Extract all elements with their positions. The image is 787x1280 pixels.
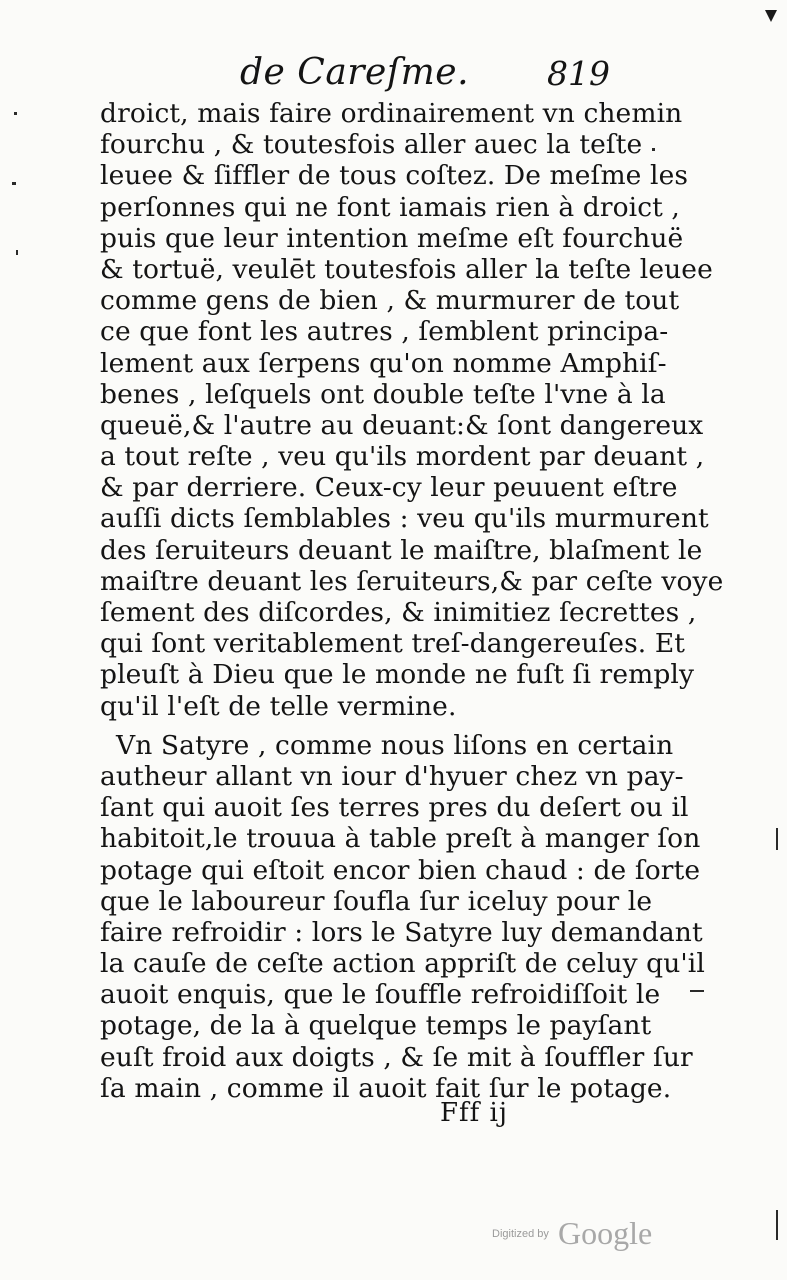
- text-line: ſement des diſcordes, & inimitiez ſecrettes ,: [100, 597, 697, 628]
- text-line: qui ſont veritablement treſ-dangereuſes. Et: [100, 628, 686, 660]
- text-line: autheur allant vn iour d'hyuer chez vn pay-: [100, 760, 684, 792]
- scan-speck: [652, 148, 655, 151]
- text-line: comme gens de bien , & murmurer de tout: [100, 285, 680, 317]
- text-line: perſonnes qui ne font iamais rien à droict ,: [100, 191, 680, 223]
- text-line: qu'il l'eſt de telle vermine.: [100, 690, 457, 722]
- scan-speck: [776, 828, 778, 850]
- scan-speck: [776, 1210, 778, 1240]
- page-number: 819: [547, 54, 610, 93]
- text-line: que le laboureur ſoufla ſur iceluy pour le: [100, 885, 653, 917]
- text-line: euſt froid aux doigts , & ſe mit à ſouffler ſur: [100, 1041, 693, 1073]
- text-line: faire refroidir : lors le Satyre luy demandant: [100, 916, 703, 948]
- text-line: lement aux ſerpens qu'on nomme Amphiſ-: [100, 347, 667, 379]
- text-line: pleuſt à Dieu que le monde ne fuſt ſi remply: [100, 659, 695, 691]
- scan-speck: [16, 250, 18, 255]
- text-line: a tout reſte , veu qu'ils mordent par deuant ,: [100, 441, 705, 473]
- text-line: potage, de la à quelque temps le payſant: [100, 1010, 652, 1042]
- text-line: la cauſe de ceſte action appriſt de celuy qu'il: [100, 948, 705, 980]
- text-line: habitoit,le trouua à table preſt à manger ſon: [100, 823, 701, 855]
- text-line: des ſeruiteurs deuant le maiſtre, blaſment le: [100, 534, 703, 566]
- text-line: & par derriere. Ceux-cy leur peuuent eſtre: [100, 472, 678, 504]
- text-line: Vn Satyre , comme nous liſons en certain: [116, 729, 674, 761]
- google-logo: Google: [557, 1215, 653, 1251]
- page-header: [240, 52, 620, 96]
- text-line: leuee & ſiffler de tous coſtez. De meſme les: [100, 160, 689, 192]
- text-line: maiſtre deuant les ſeruiteurs,& par ceſte voye: [100, 565, 724, 597]
- text-line: auſſi dicts ſemblables : veu qu'ils murmurent: [100, 503, 709, 535]
- text-line: ſa main , comme il auoit fait ſur le potage.: [100, 1072, 672, 1104]
- text-line: puis que leur intention meſme eſt fourchuë: [100, 222, 684, 254]
- text-line: droict, mais faire ordinairement vn chemin: [100, 98, 683, 129]
- body-text: [100, 98, 724, 1104]
- scan-speck: [12, 182, 16, 185]
- text-line: & tortuë, veulēt toutesfois aller la teſte leuee: [100, 253, 713, 285]
- text-line: potage qui eſtoit encor bien chaud : de ſorte: [100, 854, 701, 886]
- scan-speck: [690, 990, 704, 992]
- watermark-prefix: Digitized by: [492, 1227, 549, 1240]
- text-line: ce que font les autres , ſemblent principa-: [100, 316, 669, 348]
- text-line: fourchu , & toutesfois aller auec la teſte: [100, 129, 643, 161]
- running-title: de Careſme.: [240, 52, 470, 93]
- corner-mark: [765, 10, 777, 22]
- text-line: auoit enquis, que le ſouffle refroidiſſoit le: [100, 979, 661, 1011]
- signature-mark: Fff ij: [440, 1098, 508, 1128]
- scan-speck: [14, 112, 17, 115]
- text-line: ſant qui auoit ſes terres pres du deſert ou il: [100, 792, 689, 824]
- text-line: benes , leſquels ont double teſte l'vne à la: [100, 378, 666, 410]
- digitized-watermark: [492, 1215, 652, 1252]
- text-line: queuë,& l'autre au deuant:& ſont dangereux: [100, 409, 704, 441]
